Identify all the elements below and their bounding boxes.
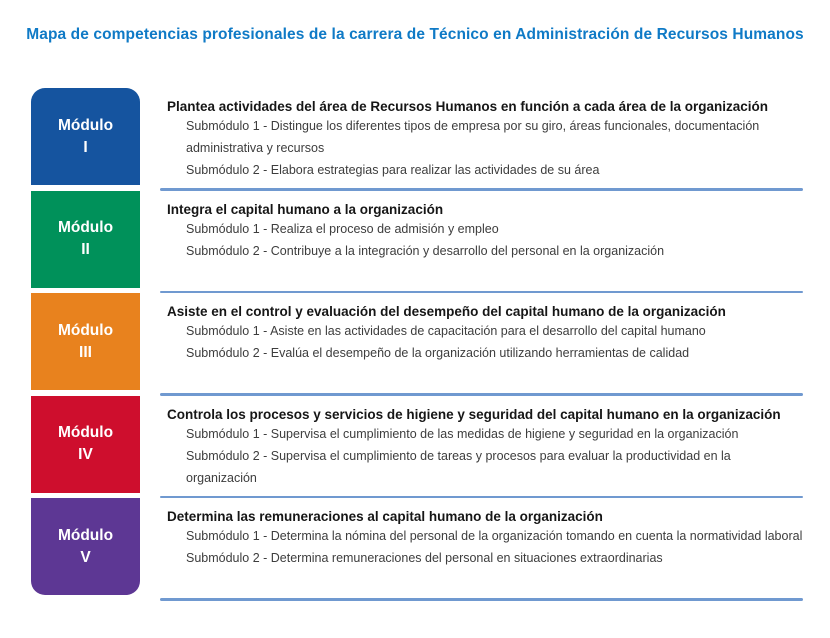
module-title: Integra el capital humano a la organización	[167, 201, 444, 217]
submodule-1: Submódulo 1 - Distingue los diferentes tipos de empresa por su giro, áreas funcionales, documentación administrativa y recursos	[186, 119, 760, 155]
module-row-5	[31, 498, 803, 601]
module-content-3	[160, 293, 803, 396]
module-title: Plantea actividades del área de Recursos Humanos en función a cada área de la organización	[167, 99, 768, 114]
module-box-1	[31, 88, 140, 185]
submodule-1: Submódulo 1 - Realiza el proceso de admisión y empleo	[186, 221, 499, 236]
module-row-2	[31, 191, 803, 294]
page-title: Mapa de competencias profesionales de la carrera de Técnico en Administración de Recursos Humanos	[26, 26, 804, 43]
module-box-label	[58, 320, 113, 364]
module-content-2	[160, 191, 803, 294]
module-row-1	[31, 88, 803, 191]
module-box-2	[31, 191, 140, 288]
module-title: Asiste en el control y evaluación del desempeño del capital humano de la organización	[167, 304, 726, 320]
submodule-1: Submódulo 1 - Asiste en las actividades de capacitación para el desarrollo del capital humano	[186, 324, 706, 339]
submodule-1: Submódulo 1 - Supervisa el cumplimiento de las medidas de higiene y seguridad en la organización	[186, 426, 739, 441]
module-box-label	[58, 525, 113, 569]
section-divider	[160, 598, 803, 601]
module-box-5	[31, 498, 140, 595]
submodule-2: Submódulo 2 - Evalúa el desempeño de la organización utilizando herramientas de calidad	[186, 346, 690, 361]
module-word: Módulo	[57, 424, 114, 442]
module-title: Determina las remuneraciones al capital humano de la organización	[167, 509, 603, 525]
module-word: Módulo	[57, 116, 114, 134]
module-row-3	[31, 293, 803, 396]
module-box-4	[31, 396, 140, 493]
module-row-4	[31, 396, 803, 499]
module-numeral: V	[80, 548, 91, 566]
module-content-1	[160, 88, 803, 191]
submodule-2: Submódulo 2 - Supervisa el cumplimiento de tareas y procesos para evaluar la productividad en la organización	[186, 448, 731, 485]
module-title: Controla los procesos y servicios de higiene y seguridad del capital humano en la organización	[167, 406, 781, 422]
module-box-label	[58, 422, 113, 466]
module-box-label	[58, 115, 113, 159]
module-word: Módulo	[57, 321, 114, 339]
module-word: Módulo	[57, 526, 114, 544]
module-map	[31, 88, 803, 601]
module-box-label	[58, 217, 113, 261]
module-word: Módulo	[57, 219, 114, 237]
module-numeral: I	[83, 138, 88, 156]
module-box-3	[31, 293, 140, 390]
submodule-1: Submódulo 1 - Determina la nómina del personal de la organización tomando en cuenta la normatividad laboral	[186, 529, 803, 544]
module-numeral: III	[79, 343, 92, 361]
submodule-2: Submódulo 2 - Contribuye a la integración y desarrollo del personal en la organización	[186, 243, 665, 258]
submodule-2: Submódulo 2 - Determina remuneraciones del personal en situaciones extraordinarias	[186, 551, 663, 566]
submodule-2: Submódulo 2 - Elabora estrategias para realizar las actividades de su área	[186, 163, 600, 177]
module-content-4	[160, 396, 803, 499]
module-numeral: II	[81, 241, 90, 259]
module-numeral: IV	[78, 446, 93, 464]
module-content-5	[160, 498, 803, 601]
